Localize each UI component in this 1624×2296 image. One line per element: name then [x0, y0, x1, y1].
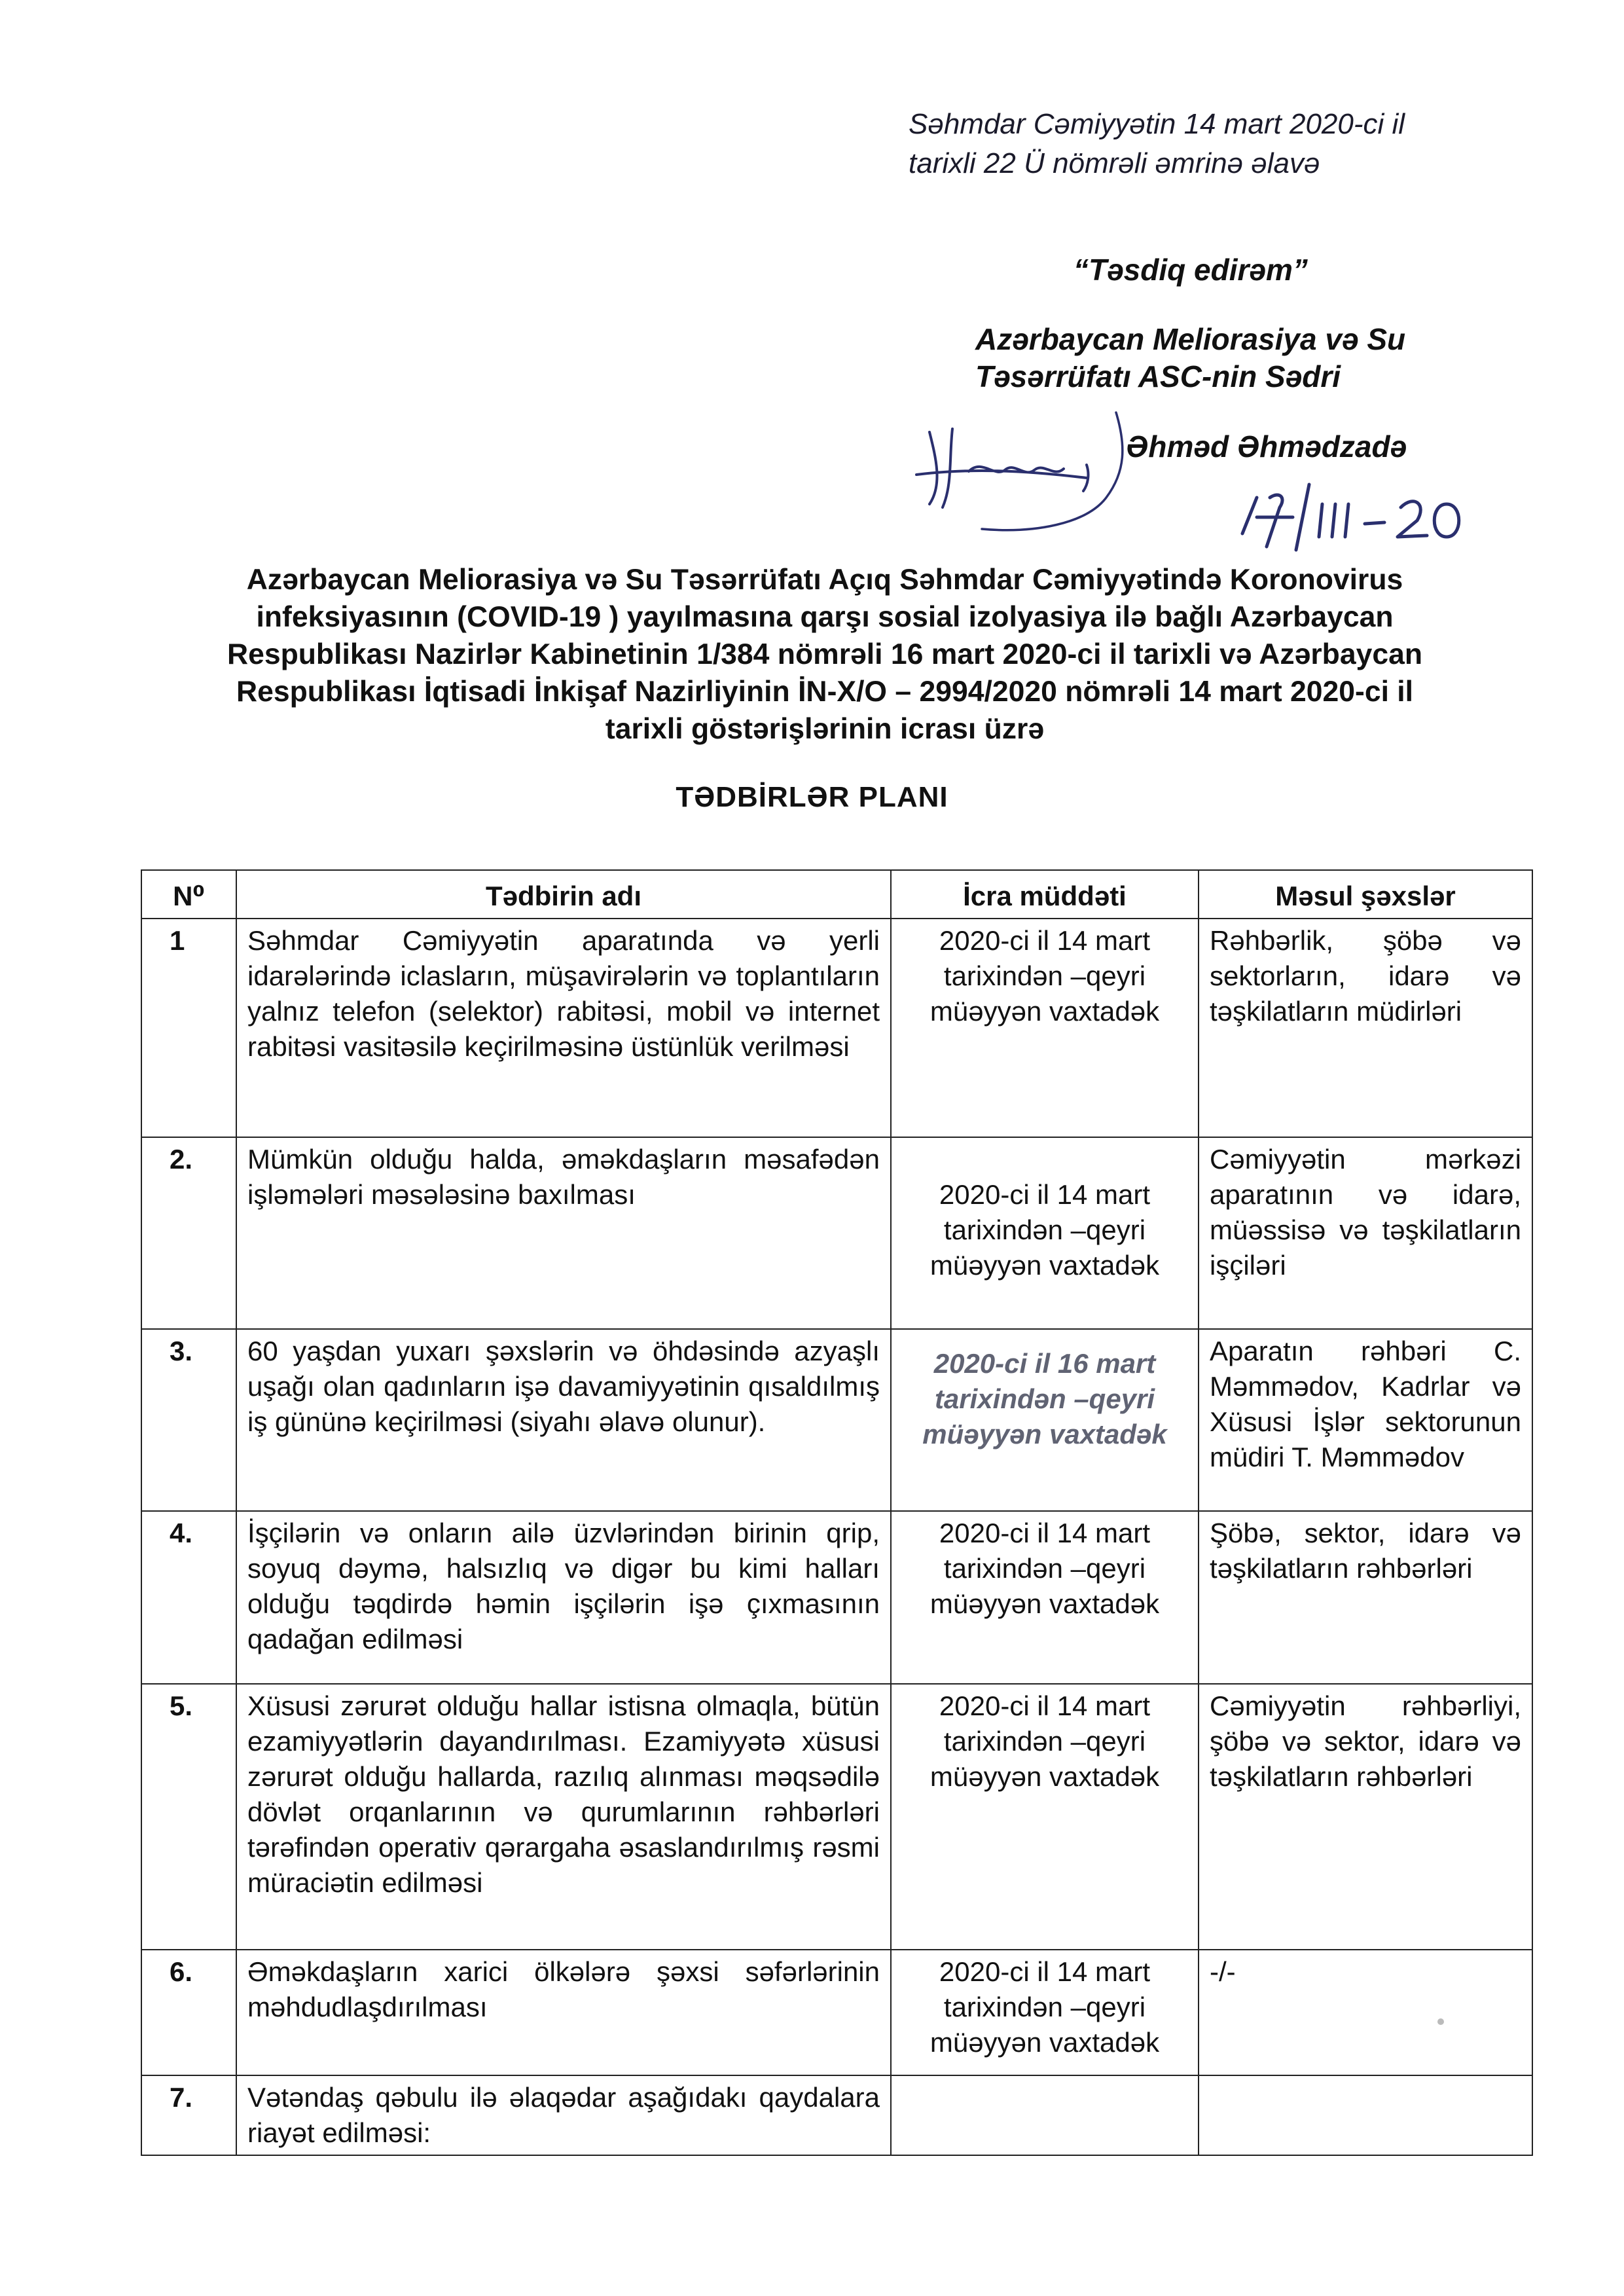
- measure-name: Xüsusi zərurət olduğu hallar istisna olmaqla, bütün ezamiyyətlərin dayandırılması. Ezamiyyətə xüsusi zərurət olduğu hallarda, razılıq alınması məqsədilə dövlət orqanlarının və qurumlarının rəhbərləri tərəfindən operativ qərargaha əsaslandırılmış rəsmi müraciətin edilməsi: [236, 1684, 891, 1950]
- table-header-row: [141, 870, 1532, 919]
- deadline: 2020-ci il 14 mart tarixindən –qeyri müəyyən vaxtadək: [891, 1684, 1199, 1950]
- measure-name: Vətəndaş qəbulu ilə əlaqədar aşağıdakı qaydalara riayət edilməsi:: [236, 2075, 891, 2155]
- signer-name: Əhməd Əhmədzadə: [1126, 429, 1407, 464]
- approver-org-line-2: Təsərrüfatı ASC-nin Sədri: [975, 359, 1341, 393]
- deadline: 2020-ci il 14 mart tarixindən –qeyri müəyyən vaxtadək: [891, 1511, 1199, 1684]
- measure-name: Səhmdar Cəmiyyətin aparatında və yerli idarələrində iclasların, müşavirələrin və toplantıların yalnız telefon (selektor) rabitəsi, mobil və internet rabitəsi vasitəsilə keçirilməsinə üstünlük verilməsi: [236, 919, 891, 1137]
- responsible: Şöbə, sektor, idarə və təşkilatların rəhbərləri: [1199, 1511, 1532, 1684]
- responsible: [1199, 2075, 1532, 2155]
- handwritten-date: [1231, 471, 1479, 556]
- header-responsible: Məsul şəxslər: [1199, 870, 1532, 919]
- table-row: [141, 919, 1532, 1137]
- document-title: Azərbaycan Meliorasiya və Su Təsərrüfatı Açıq Səhmdar Cəmiyyətində Koronovirus infeksiyasının (COVID-19 ) yayılmasına qarşı sosial izolyasiya ilə bağlı Azərbaycan Respublikası Nazirlər Kabinetinin 1/384 nömrəli 16 mart 2020-ci il tarixli və Azərbaycan Respublikası İqtisadi İnkişaf Nazirliyinin İN-X/O – 2994/2020 nömrəli 14 mart 2020-ci il tarixli göstərişlərinin icrası üzrə: [226, 564, 1423, 745]
- annex-note: [909, 105, 1405, 183]
- measure-name: 60 yaşdan yuxarı şəxslərin və öhdəsində azyaşlı uşağı olan qadınların işə davamiyyətinin qısaldılmış iş gününə keçirilməsi (siyahı əlavə olunur).: [236, 1329, 891, 1511]
- row-number: 6.: [141, 1950, 236, 2075]
- row-number: 7.: [141, 2075, 236, 2155]
- table-row: [141, 1511, 1532, 1684]
- deadline: 2020-ci il 14 mart tarixindən –qeyri müəyyən vaxtadək: [891, 1950, 1199, 2075]
- table-row: [141, 1950, 1532, 2075]
- table-row: [141, 2075, 1532, 2155]
- annex-line-1: Səhmdar Cəmiyyətin 14 mart 2020-ci il: [909, 108, 1405, 140]
- table-row: [141, 1684, 1532, 1950]
- header-measure-name: Tədbirin adı: [236, 870, 891, 919]
- responsible: -/-: [1199, 1950, 1532, 2075]
- deadline: 2020-ci il 14 mart tarixindən –qeyri müəyyən vaxtadək: [891, 1137, 1199, 1329]
- deadline: 2020-ci il 16 mart tarixindən –qeyri müəyyən vaxtadək: [891, 1329, 1199, 1511]
- table-row: [141, 1329, 1532, 1511]
- plan-heading: TƏDBİRLƏR PLANI: [676, 781, 948, 813]
- row-number: 3.: [141, 1329, 236, 1511]
- table-row: [141, 1137, 1532, 1329]
- measure-name: Əməkdaşların xarici ölkələrə şəxsi səfərlərinin məhdudlaşdırılması: [236, 1950, 891, 2075]
- measure-name: Mümkün olduğu halda, əməkdaşların məsafədən işləmələri məsələsinə baxılması: [236, 1137, 891, 1329]
- measure-name: İşçilərin və onların ailə üzvlərindən birinin qrip, soyuq dəymə, halsızlıq və digər bu kimi halları olduğu təqdirdə həmin işçilərin işə çıxmasının qadağan edilməsi: [236, 1511, 891, 1684]
- responsible: Aparatın rəhbəri C. Məmmədov, Kadrlar və Xüsusi İşlər sektorunun müdiri T. Məmmədov: [1199, 1329, 1532, 1511]
- row-number: 5.: [141, 1684, 236, 1950]
- approver-organization: [975, 321, 1405, 395]
- annex-line-2: tarixli 22 Ü nömrəli əmrinə əlavə: [909, 147, 1320, 179]
- header-number: N⁰: [141, 870, 236, 919]
- row-number: 4.: [141, 1511, 236, 1684]
- row-number: 2.: [141, 1137, 236, 1329]
- responsible: Rəhbərlik, şöbə və sektorların, idarə və təşkilatların müdirləri: [1199, 919, 1532, 1137]
- scan-speck: [1437, 2018, 1444, 2025]
- responsible: Cəmiyyətin rəhbərliyi, şöbə və sektor, idarə və təşkilatların rəhbərləri: [1199, 1684, 1532, 1950]
- row-number: 1: [141, 919, 236, 1137]
- handwritten-signature: [890, 393, 1185, 543]
- header-deadline: İcra müddəti: [891, 870, 1199, 919]
- responsible: Cəmiyyətin mərkəzi aparatının və idarə, müəssisə və təşkilatların işçiləri: [1199, 1137, 1532, 1329]
- approval-stamp-text: “Təsdiq edirəm”: [1074, 253, 1308, 287]
- approver-org-line-1: Azərbaycan Meliorasiya və Su: [975, 322, 1406, 356]
- measures-table: [141, 869, 1533, 2156]
- deadline: [891, 2075, 1199, 2155]
- deadline: 2020-ci il 14 mart tarixindən –qeyri müəyyən vaxtadək: [891, 919, 1199, 1137]
